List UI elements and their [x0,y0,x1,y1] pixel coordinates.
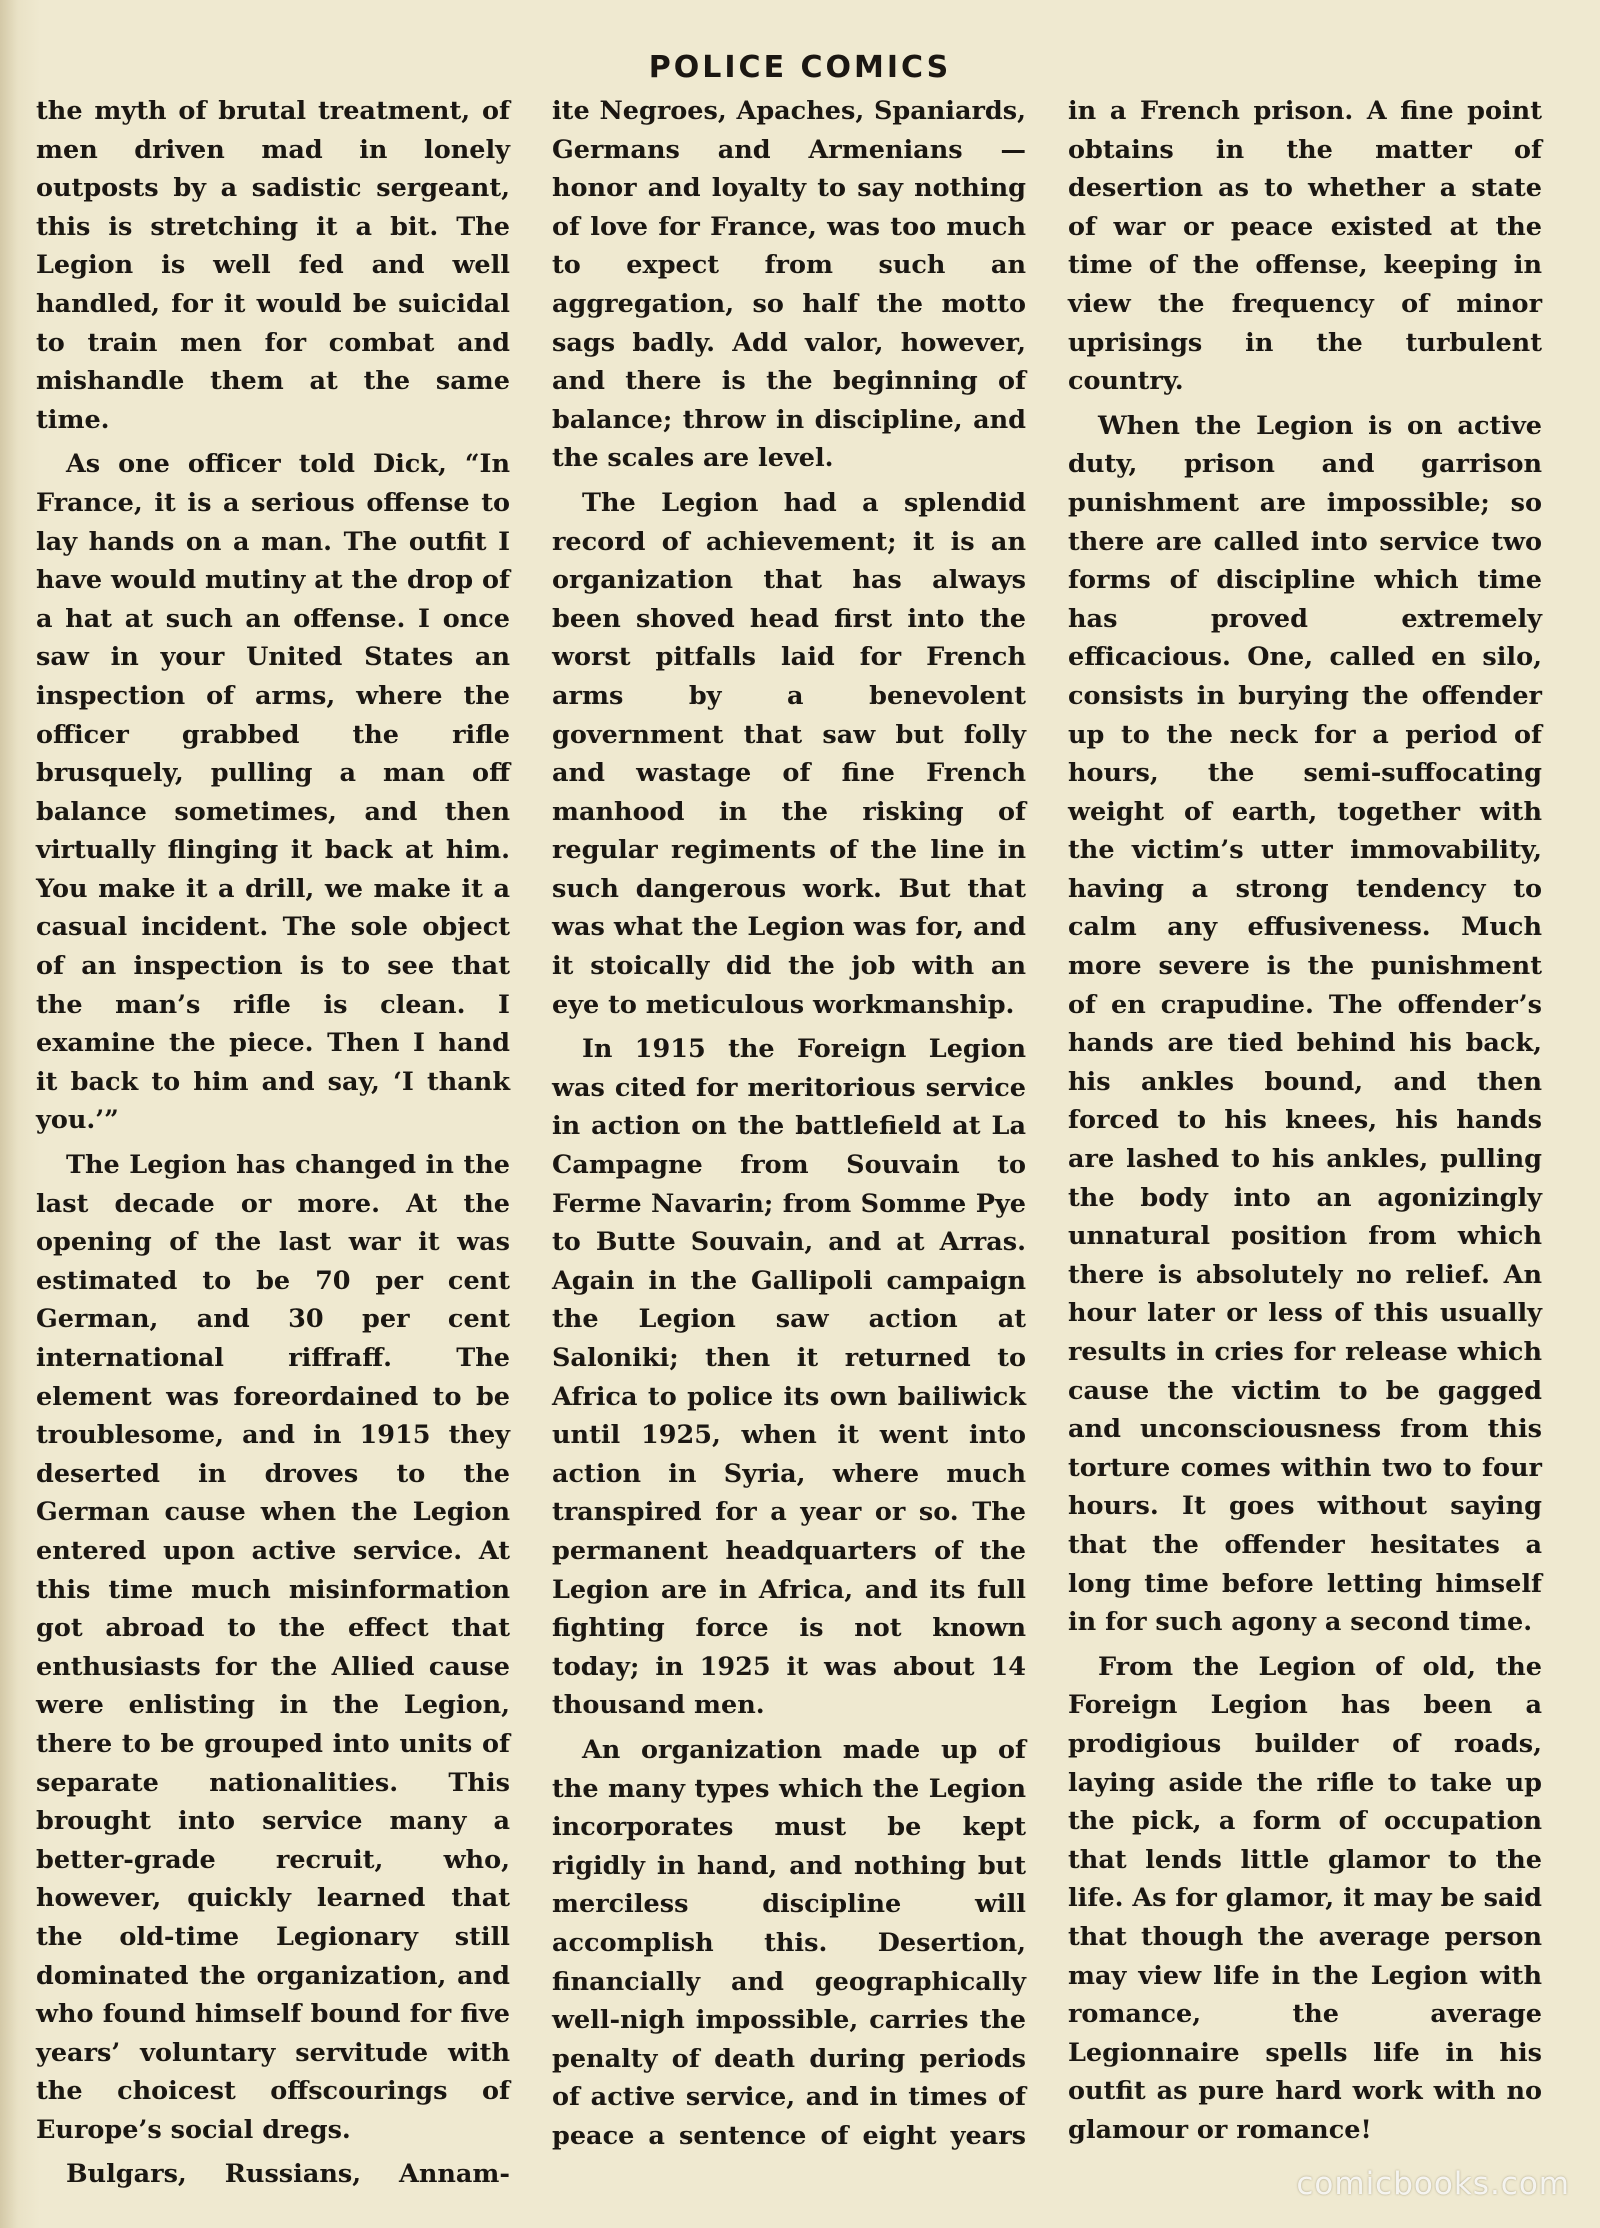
paragraph: in a French prison. A fine point obtains in the matter of desertion as to whether a state of war or peace existed at the time of the offense, keeping in view the frequency of minor uprisings in the turbulent country. [1068,96,1542,397]
watermark: comicbooks.com [1296,2166,1570,2202]
column-1 [36,92,510,2190]
paragraph: From the Legion of old, the Foreign Legion has been a prodigious builder of roads, laying aside the rifle to take up the pick, a form of occupation that lends little glamor to the life. As for glamor, it may be said that though the average person may view life in the Legion with romance, the average Legionnaire spells life in his outfit as pure hard work with no glamour or romance! [1068,1651,1542,2145]
paragraph: An organization made up of the many types which the Legion incorporates must be kept rigidly in hand, and nothing but merciless discipline will accomplish this. Desertion, financially and geographically well-nigh impossible, carries the penalty of death during periods of active service, and in times of peace a sentence of eight years [552,1734,1026,2151]
paragraph: the myth of brutal treatment, of men driven mad in lonely outposts by a sadistic sergeant, this is stretching it a bit. The Legion is well fed and well handled, for it would be suicidal to train men for combat and mishandle them at the same time. [36,96,510,435]
column-3 [1068,92,1542,2162]
paragraph: When the Legion is on active duty, prison and garrison punishment are impossible; so there are called into service two forms of discipline which time has proved extremely efficacious. One, called en silo, consists in burying the offender up to the neck for a period of hours, the semi-suffocating weight of earth, together with the victim’s utter immovability, having a strong tendency to calm any effusiveness. Much more severe is the punishment of en crapudine. The offender’s hands are tied behind his back, his ankles bound, and then forced to his knees, his hands are lashed to his ankles, pulling the body into an agonizingly unnatural position from which there is absolutely no relief. An hour later or less of this usually results in cries for release which cause the victim to be gagged and unconsciousness from this torture comes within two to four hours. It goes without saying that the offender hesitates a long time before letting himself in for such agony a second time. [1068,410,1542,1638]
paragraph: The Legion has changed in the last decade or more. At the opening of the last war it was estimated to be 70 per cent German, and 30 per cent international riffraff. The element was foreordained to be troublesome, and in 1915 they deserted in droves to the German cause when the Legion entered upon active service. At this time much misinformation got abroad to the effect that enthusiasts for the Allied cause were enlisting in the Legion, there to be grouped into units of separate nationalities. This brought into service many a better-grade recruit, who, however, quickly learned that the old-time Legionary still dominated the organization, and who found himself bound for five years’ voluntary servitude with the choicest offscourings of Europe’s social dregs. [36,1150,510,2145]
running-head: POLICE COMICS [648,50,952,85]
paragraph: The Legion had a splendid record of achievement; it is an organization that has always been shoved head first into the worst pitfalls laid for French arms by a benevolent government that saw but folly and wastage of fine French manhood in the risking of regular regiments of the line in such dangerous work. But that was what the Legion was for, and it stoically did the job with an eye to meticulous workmanship. [552,487,1026,1020]
paragraph: ite Negroes, Apaches, Spaniards, Germans and Armenians — honor and loyalty to say nothing of love for France, was too much to expect from such an aggregation, so half the motto sags badly. Add valor, however, and there is the beginning of balance; throw in discipline, and the scales are level. [552,96,1026,474]
paragraph: Bulgars, Russians, Annam- [66,2159,510,2190]
column-2 [552,92,1026,2162]
paragraph: As one officer told Dick, “In France, it is a serious offense to lay hands on a man. The outfit I have would mutiny at the drop of a hat at such an offense. I once saw in your United States an inspection of arms, where the officer grabbed the rifle brusquely, pulling a man off balance sometimes, and then virtually flinging it back at him. You make it a drill, we make it a casual incident. The sole object of an inspection is to see that the man’s rifle is clean. I examine the piece. Then I hand it back to him and say, ‘I thank you.’” [36,449,510,1136]
paragraph: In 1915 the Foreign Legion was cited for meritorious service in action on the battlefield at La Campagne from Souvain to Ferme Navarin; from Somme Pye to Butte Souvain, and at Arras. Again in the Gallipoli campaign the Legion saw action at Saloniki; then it returned to Africa to police its own bailiwick until 1925, when it went into action in Syria, where much transpired for a year or so. The permanent headquarters of the Legion are in Africa, and its full fighting force is not known today; in 1925 it was about 14 thousand men. [552,1034,1026,1721]
